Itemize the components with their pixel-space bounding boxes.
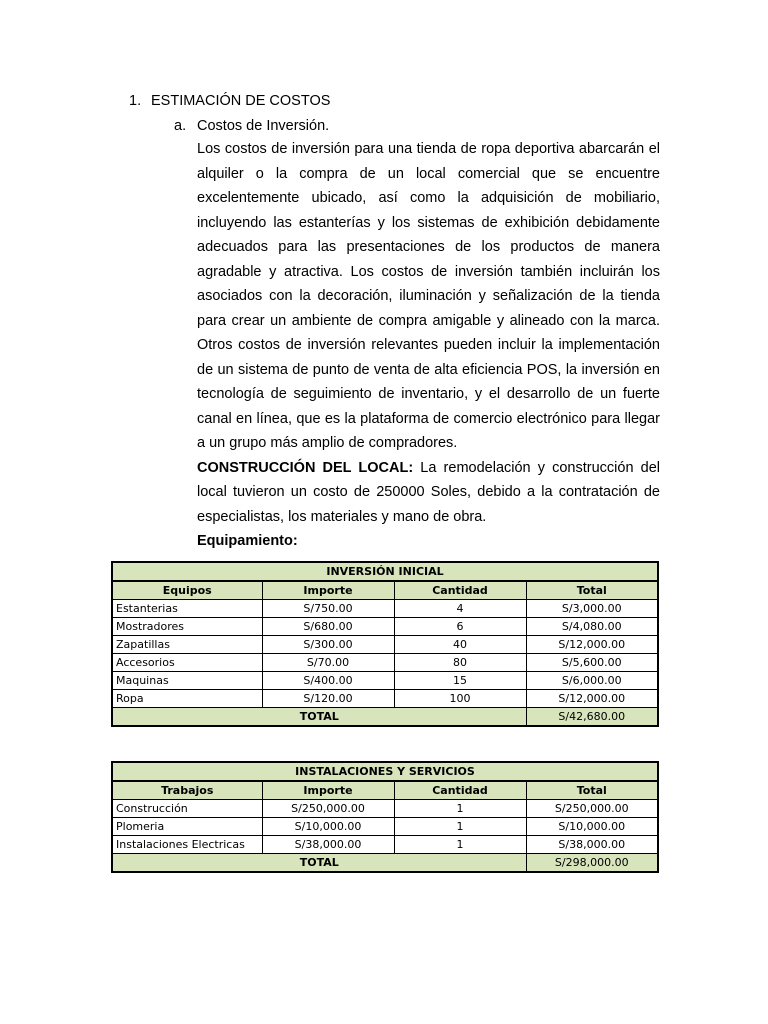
table-title: INVERSIÓN INICIAL xyxy=(112,562,658,581)
total-value: S/298,000.00 xyxy=(526,854,658,873)
construction-paragraph xyxy=(197,456,660,530)
table-cell: S/3,000.00 xyxy=(526,600,658,618)
table-cell: Instalaciones Electricas xyxy=(112,836,262,854)
table-cell: S/12,000.00 xyxy=(526,636,658,654)
table-row xyxy=(112,636,658,654)
table-cell: Zapatillas xyxy=(112,636,262,654)
initial-investment-table xyxy=(111,561,659,727)
table-cell: S/300.00 xyxy=(262,636,394,654)
table-cell: 100 xyxy=(394,690,526,708)
table-row xyxy=(112,836,658,854)
table-cell: 40 xyxy=(394,636,526,654)
table-cell: S/10,000.00 xyxy=(526,818,658,836)
table-cell: Ropa xyxy=(112,690,262,708)
table-cell: S/38,000.00 xyxy=(262,836,394,854)
table-cell: Construcción xyxy=(112,800,262,818)
column-header: Trabajos xyxy=(112,781,262,800)
table-row xyxy=(112,654,658,672)
table-row xyxy=(112,618,658,636)
table-row xyxy=(112,600,658,618)
column-header: Total xyxy=(526,581,658,600)
section-title: ESTIMACIÓN DE COSTOS xyxy=(151,93,331,109)
table-cell: S/250,000.00 xyxy=(262,800,394,818)
table-cell: 1 xyxy=(394,836,526,854)
table-header-row xyxy=(112,581,658,600)
column-header: Total xyxy=(526,781,658,800)
total-label: TOTAL xyxy=(112,854,526,873)
table-row xyxy=(112,818,658,836)
table-cell: S/250,000.00 xyxy=(526,800,658,818)
table-row xyxy=(112,672,658,690)
table-cell: 1 xyxy=(394,818,526,836)
subsection-heading xyxy=(174,116,329,136)
table-header-row xyxy=(112,781,658,800)
column-header: Cantidad xyxy=(394,781,526,800)
section-heading xyxy=(129,91,330,111)
subsection-letter: a. xyxy=(174,118,187,134)
table-cell: 80 xyxy=(394,654,526,672)
table-cell: S/400.00 xyxy=(262,672,394,690)
table-cell: S/6,000.00 xyxy=(526,672,658,690)
table-cell: S/38,000.00 xyxy=(526,836,658,854)
construction-label: CONSTRUCCIÓN DEL LOCAL: xyxy=(197,459,414,476)
table-total-row xyxy=(112,708,658,727)
table-cell: 4 xyxy=(394,600,526,618)
table-total-row xyxy=(112,854,658,873)
total-value: S/42,680.00 xyxy=(526,708,658,727)
table-cell: 6 xyxy=(394,618,526,636)
table-cell: Estanterias xyxy=(112,600,262,618)
table-cell: Mostradores xyxy=(112,618,262,636)
investment-paragraph: Los costos de inversión para una tienda de ropa deportiva abarcarán el alquiler o la compra de un local comercial que se encuentre excelentemente ubicado, así como la adquisición de mobiliario, incluyendo las estanterías y los sistemas de exhibición debidamente adecuados para las presentaciones de los productos de manera agradable y atractiva. Los costos de inversión también incluirán los asociados con la decoración, iluminación y señalización de la tienda para crear un ambiente de compra amigable y alineado con la marca. Otros costos de inversión relevantes pueden incluir la implementación de un sistema de punto de venta de alta eficiencia POS, la inversión en tecnología de seguimiento de inventario, y el desarrollo de un fuerte canal en línea, que es la plataforma de comercio electrónico para llegar a un grupo más amplio de compradores. xyxy=(197,141,660,451)
column-header: Cantidad xyxy=(394,581,526,600)
table-title-row xyxy=(112,562,658,581)
table-cell: S/120.00 xyxy=(262,690,394,708)
column-header: Importe xyxy=(262,781,394,800)
table-cell: 15 xyxy=(394,672,526,690)
table-body xyxy=(112,600,658,708)
table-title-row xyxy=(112,762,658,781)
table-cell: S/680.00 xyxy=(262,618,394,636)
table-cell: S/10,000.00 xyxy=(262,818,394,836)
table-cell: Plomeria xyxy=(112,818,262,836)
section-number: 1. xyxy=(129,93,142,109)
table-cell: 1 xyxy=(394,800,526,818)
column-header: Equipos xyxy=(112,581,262,600)
table-row xyxy=(112,690,658,708)
installations-services-table xyxy=(111,761,659,873)
column-header: Importe xyxy=(262,581,394,600)
table-cell: S/5,600.00 xyxy=(526,654,658,672)
total-label: TOTAL xyxy=(112,708,526,727)
table-cell: Maquinas xyxy=(112,672,262,690)
table-cell: S/750.00 xyxy=(262,600,394,618)
table-cell: S/70.00 xyxy=(262,654,394,672)
construction-text: La remodelación y construcción del local tuvieron un costo de 250000 Soles, debido a la contratación de especialistas, los materiales y mano de obra. xyxy=(197,459,660,525)
body-text xyxy=(197,137,660,554)
subsection-title: Costos de Inversión. xyxy=(197,118,330,134)
table-row xyxy=(112,800,658,818)
table-cell: Accesorios xyxy=(112,654,262,672)
table-body xyxy=(112,800,658,854)
table-cell: S/4,080.00 xyxy=(526,618,658,636)
table-title: INSTALACIONES Y SERVICIOS xyxy=(112,762,658,781)
table-cell: S/12,000.00 xyxy=(526,690,658,708)
equipment-label: Equipamiento: xyxy=(197,533,298,549)
